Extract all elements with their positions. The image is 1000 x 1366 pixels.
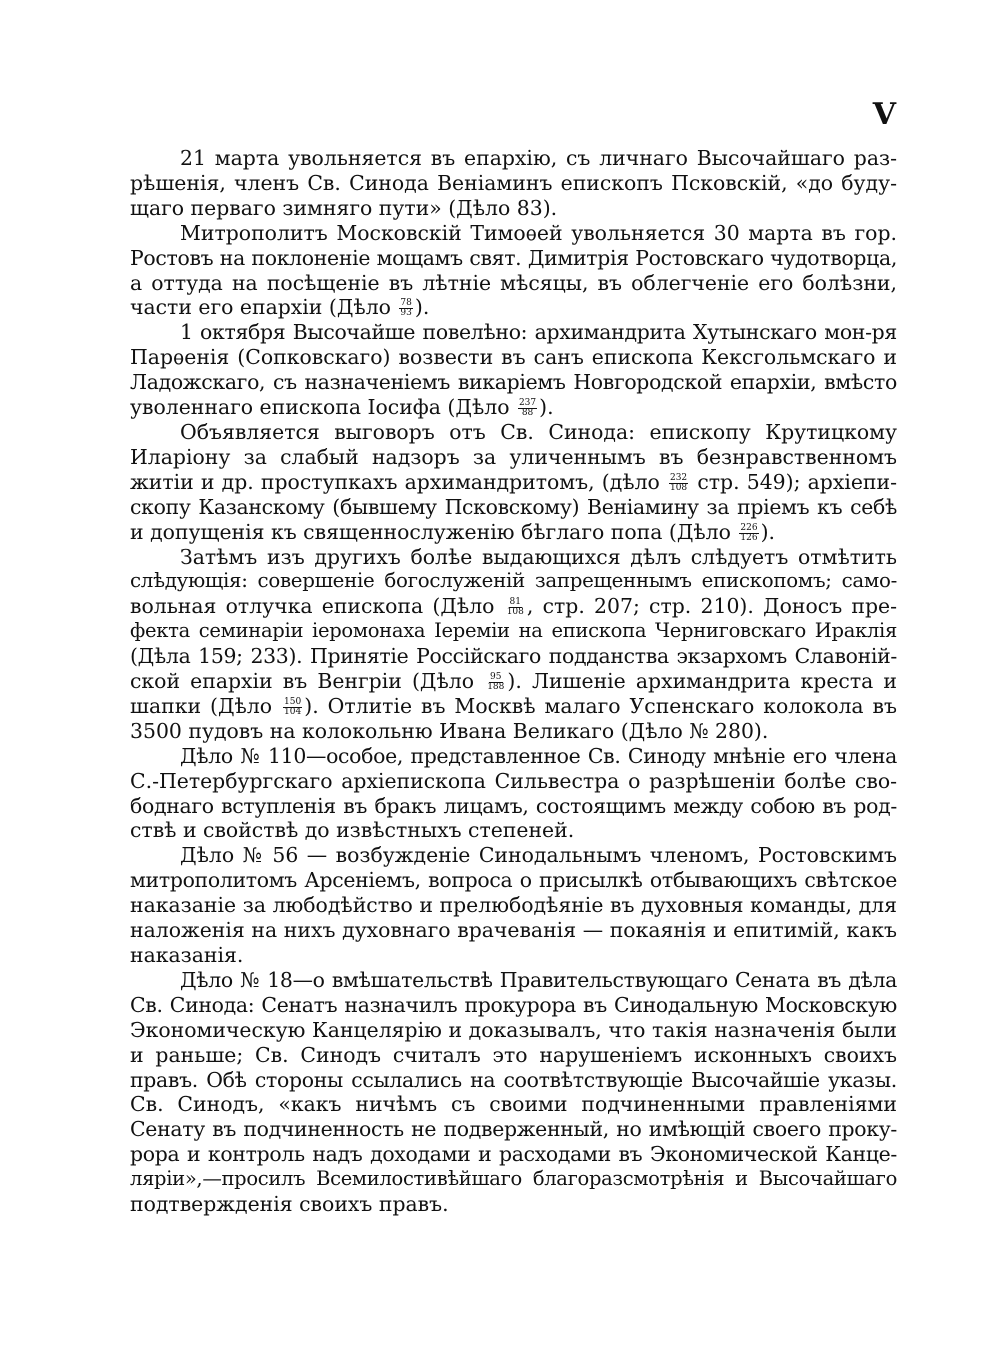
- text-line: [130, 370, 897, 395]
- fraction-numerator: 237: [518, 398, 537, 409]
- text-run: ).: [539, 395, 554, 420]
- text-line: [130, 794, 897, 819]
- fraction-denominator: 108: [669, 482, 688, 493]
- text-line: [130, 619, 897, 644]
- fraction-numerator: 81: [509, 597, 521, 608]
- text-run: (Дѣла 159; 233). Принятіе Россійскаго подданства экзархомъ Славоній-: [130, 644, 897, 669]
- text-run: шапки (Дѣло: [130, 693, 282, 718]
- text-run: 3500 пудовъ на колокольню Ивана Великаго (Дѣло № 280).: [130, 718, 769, 743]
- text-line: [130, 246, 897, 271]
- text-run: ). Отлитіе въ Москвѣ малаго Успенскаго колокола въ: [304, 693, 898, 718]
- text-line: [130, 669, 897, 694]
- fraction-denominator: 126: [740, 532, 758, 543]
- text-line: [130, 694, 897, 719]
- fraction-numerator: 95: [490, 672, 502, 683]
- page-number: V: [872, 97, 896, 132]
- paragraph: [130, 843, 897, 968]
- text-run: Экономическую Канцелярію и доказывалъ, что такія назначенія были: [130, 1017, 897, 1042]
- text-line: [130, 1167, 897, 1192]
- text-line: [130, 943, 897, 968]
- case-fraction: [518, 399, 537, 418]
- text-run: С.-Петербургскаго архіепископа Сильвестра о разрѣшеніи болѣе сво-: [130, 768, 897, 793]
- text-run: и раньше; Св. Синодъ считалъ это нарушеніемъ исконныхъ своихъ: [130, 1042, 897, 1067]
- text-line: [130, 968, 897, 993]
- paragraph: [130, 545, 897, 744]
- text-line: [130, 644, 897, 669]
- text-run: боднаго вступленія въ бракъ лицамъ, состоящимъ между собою въ род-: [130, 793, 897, 818]
- text-run: ствѣ и свойствѣ до извѣстныхъ степеней.: [130, 818, 575, 843]
- text-run: подтвержденія своихъ правъ.: [130, 1192, 449, 1217]
- text-run: а оттуда на посѣщеніе въ лѣтніе мѣсяцы, въ облегченіе его болѣзни,: [130, 270, 897, 295]
- text-run: ).: [760, 519, 776, 544]
- paragraph: [130, 146, 897, 221]
- paragraph: [130, 968, 897, 1217]
- text-line: [130, 395, 897, 420]
- text-run: 1 октября Высочайше повелѣно: архимандрита Хутынскаго мон-ря: [180, 320, 897, 345]
- text-line: [130, 569, 897, 594]
- text-run: вольная отлучка епископа (Дѣло: [130, 594, 504, 619]
- text-run: части его епархіи (Дѣло: [130, 295, 398, 320]
- text-line: [130, 594, 897, 619]
- paragraph: [130, 320, 897, 420]
- text-line: [130, 818, 897, 843]
- text-line: [130, 271, 897, 296]
- text-line: [130, 719, 897, 744]
- text-line: [130, 345, 897, 370]
- fraction-denominator: 108: [506, 607, 524, 618]
- body-text: [130, 146, 897, 1217]
- text-run: щаго перваго зимняго пути» (Дѣло 83).: [130, 195, 558, 220]
- case-fraction: [739, 524, 758, 543]
- text-line: [130, 918, 897, 943]
- text-line: [130, 171, 897, 196]
- text-run: и допущенія къ священнослуженію бѣглаго попа (Дѣло: [130, 519, 738, 544]
- text-line: [130, 1117, 897, 1142]
- text-run: стр. 549); архіепи-: [690, 469, 898, 494]
- text-line: [130, 893, 897, 918]
- text-line: [130, 320, 897, 345]
- text-line: [130, 993, 897, 1018]
- text-line: [130, 545, 897, 570]
- text-line: [130, 1018, 897, 1043]
- text-run: скопу Казанскому (бывшему Псковскому) Веніамину за пріемъ къ себѣ: [130, 494, 897, 519]
- text-run: Ладожскаго, съ назначеніемъ викаріемъ Новгородской епархіи, вмѣсто: [130, 370, 897, 395]
- fraction-numerator: 232: [669, 472, 688, 483]
- fraction-numerator: 150: [284, 696, 302, 707]
- text-line: [130, 420, 897, 445]
- text-run: Митрополитъ Московскій Тимоѳей увольняется 30 марта въ гор.: [180, 220, 897, 245]
- case-fraction: [283, 698, 302, 717]
- text-line: [130, 1142, 897, 1167]
- text-run: Ростовъ на поклоненіе мощамъ свят. Димитрія Ростовскаго чудотворца,: [130, 245, 897, 270]
- text-run: наложенія на нихъ духовнаго врачеванія — покаянія и епитимій, какъ: [130, 918, 897, 943]
- text-run: ).: [414, 295, 430, 320]
- text-run: уволеннаго епископа Іосифа (Дѣло: [130, 395, 516, 420]
- text-run: слѣдующія: совершеніе богослуженій запрещеннымъ епископомъ; само-: [130, 569, 897, 593]
- fraction-denominator: 93: [400, 308, 412, 319]
- fraction-denominator: 188: [487, 682, 505, 693]
- text-run: Дѣло № 110—особое, представленное Св. Синоду мнѣніе его члена: [180, 743, 897, 768]
- fraction-denominator: 104: [284, 706, 302, 717]
- fraction-numerator: 78: [400, 298, 412, 309]
- fraction-numerator: 226: [740, 522, 758, 533]
- paragraph: [130, 221, 897, 321]
- text-run: ской епархіи въ Венгріи (Дѣло: [130, 669, 485, 694]
- paragraph: [130, 420, 897, 545]
- text-run: 21 марта увольняется въ епархію, съ личнаго Высочайшаго раз-: [180, 146, 897, 170]
- text-line: [130, 1043, 897, 1068]
- case-fraction: [486, 673, 505, 692]
- text-run: митрополитомъ Арсеніемъ, вопроса о присылкѣ отбывающихъ свѣтское: [130, 868, 897, 893]
- text-line: [130, 470, 897, 495]
- case-fraction: [669, 474, 688, 493]
- text-line: [130, 221, 897, 246]
- text-run: наказаніе за любодѣйство и прелюбодѣяніе въ духовныя команды, для: [130, 893, 897, 918]
- text-line: [130, 1192, 897, 1217]
- text-run: фекта семинаріи іеромонаха Іереміи на епископа Черниговскаго Ираклія: [130, 619, 897, 643]
- text-line: [130, 146, 897, 171]
- text-line: [130, 868, 897, 893]
- text-line: [130, 196, 897, 221]
- text-run: Парѳенія (Сопковскаго) возвести въ санъ епископа Кексгольмскаго и: [130, 345, 897, 370]
- case-fraction: [506, 598, 525, 617]
- text-line: [130, 1068, 897, 1093]
- paragraph: [130, 744, 897, 844]
- text-line: [130, 520, 897, 545]
- text-line: [130, 769, 897, 794]
- text-line: [130, 1092, 897, 1117]
- text-run: Сенату въ подчиненность не подверженный, но имѣющій своего проку-: [130, 1117, 897, 1142]
- text-run: Объявляется выговоръ отъ Св. Синода: епископу Крутицкому: [180, 419, 897, 444]
- text-run: ). Лишеніе архимандрита креста и: [507, 669, 898, 694]
- text-run: житіи и др. проступкахъ архимандритомъ, (дѣло: [130, 469, 667, 494]
- fraction-denominator: 88: [521, 408, 534, 419]
- text-run: Затѣмъ изъ другихъ болѣе выдающихся дѣлъ слѣдуетъ отмѣтить: [180, 544, 897, 569]
- text-line: [130, 295, 897, 320]
- text-run: , стр. 207; стр. 210). Доносъ пре-: [526, 594, 897, 619]
- text-run: Иларіону за слабый надзоръ за уличеннымъ въ безнравственномъ: [130, 444, 897, 469]
- text-line: [130, 744, 897, 769]
- text-run: Св. Синода: Сенатъ назначилъ прокурора въ Синодальную Московскую: [130, 992, 897, 1017]
- text-run: рора и контроль надъ доходами и расходами въ Экономической Канце-: [130, 1142, 897, 1167]
- text-run: рѣшенія, членъ Св. Синода Веніаминъ епископъ Псковскій, «до буду-: [130, 170, 897, 195]
- text-run: наказанія.: [130, 943, 244, 967]
- text-run: Дѣло № 56 — возбужденіе Синодальнымъ членомъ, Ростовскимъ: [180, 843, 897, 868]
- text-run: Св. Синодъ, «какъ ничѣмъ съ своими подчиненными правленіями: [130, 1092, 897, 1117]
- text-run: Дѣло № 18—о вмѣшательствѣ Правительствующаго Сената въ дѣла: [180, 967, 897, 992]
- text-line: [130, 495, 897, 520]
- text-run: правъ. Обѣ стороны ссылались на соотвѣтствующіе Высочайшіе указы.: [130, 1067, 897, 1092]
- text-line: [130, 843, 897, 868]
- text-line: [130, 445, 897, 470]
- case-fraction: [399, 299, 412, 318]
- text-run: ляріи»,—просилъ Всемилостивѣйшаго благоразсмотрѣнія и Высочайшаго: [130, 1167, 897, 1191]
